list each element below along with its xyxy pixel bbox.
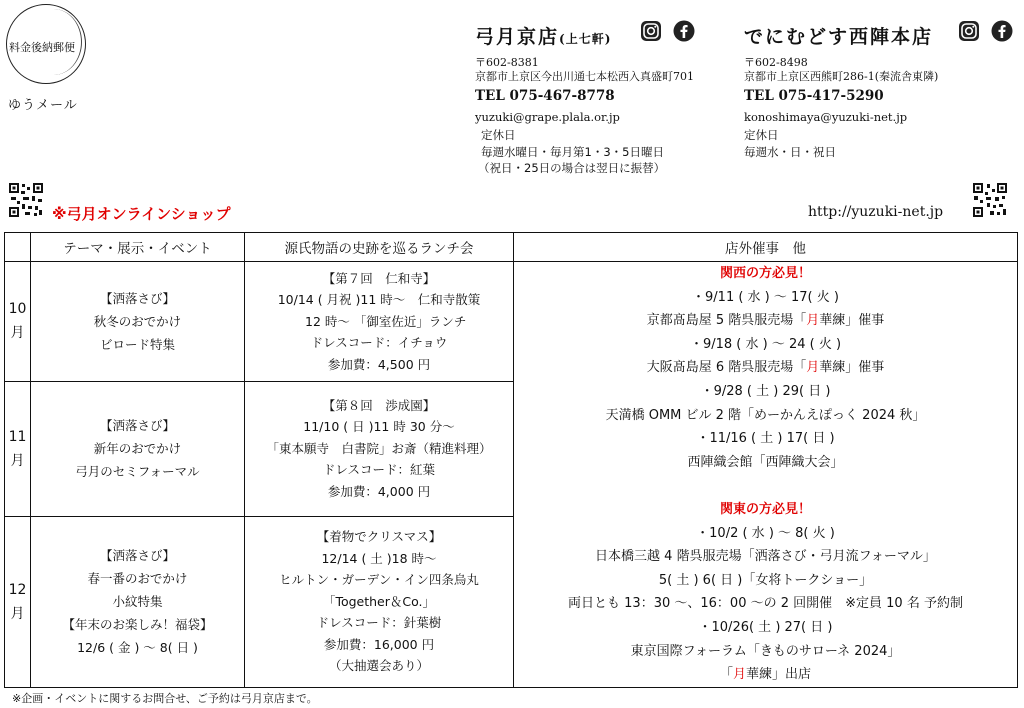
store1-name-sub: (上七軒): [559, 32, 612, 46]
store1-sns: [640, 20, 695, 42]
month-unit: 月: [10, 452, 25, 469]
postal-circle-text: 料金後納郵便: [9, 41, 75, 54]
event-line: 大阪髙島屋 6 階呉服売場「月華練」催事: [646, 360, 885, 376]
event-line: 京都髙島屋 5 階呉服売場「月華練」催事: [646, 313, 885, 329]
theme-cell: [31, 381, 245, 516]
store1-holiday-title: 定休日: [481, 128, 516, 142]
store2-sns: [958, 20, 1013, 42]
qr-code-icon[interactable]: [8, 182, 44, 222]
lunch-line: 10/14 ( 月祝 )11 時～ 仁和寺散策: [277, 292, 481, 308]
store1-holiday-line2: （祝日・25日の場合は翌日に振替）: [478, 161, 666, 175]
header-lunch: 源氏物語の史跡を巡るランチ会: [245, 233, 514, 262]
month-number: 11: [8, 428, 27, 445]
month-number: 10: [8, 301, 27, 318]
lunch-line: ドレスコード：紅葉: [322, 462, 436, 478]
month-header: [5, 233, 31, 262]
month-number: 12: [8, 581, 27, 598]
event-line: ・10/26( 土 ) 27( 日 ): [698, 619, 833, 635]
footer-note: ※企画・イベントに関するお問合せ、ご予約は弓月京店まで。: [12, 692, 318, 705]
theme-cell: [31, 516, 245, 687]
store1-address: 京都市上京区今出川通七本松西入真盛町701: [475, 70, 694, 83]
event-line: 5( 土 ) 6( 日 )「女将トークショー」: [658, 572, 873, 588]
kansai-heading: 関西の方必見！: [719, 266, 811, 281]
store2-holiday-line1: 毎週水・日・祝日: [744, 145, 836, 159]
month-cell: [5, 516, 31, 687]
month-unit: 月: [10, 325, 25, 342]
lunch-line: 「東本願寺 白書院」お斎（精進料理）: [266, 440, 492, 456]
month-cell: [5, 381, 31, 516]
instagram-icon[interactable]: [640, 20, 662, 42]
lunch-line: 12 時～ 「御室佐近」ランチ: [305, 313, 467, 329]
theme-line: 秋冬のおでかけ: [93, 313, 182, 329]
event-spacer: [514, 474, 1017, 498]
website-url[interactable]: http://yuzuki-net.jp: [808, 204, 944, 220]
events-cell: [514, 262, 1018, 688]
theme-line: 【洒落さび】: [99, 548, 175, 564]
store1-email[interactable]: yuzuki@grape.plala.or.jp: [475, 110, 620, 124]
lunch-line: （大抽選会あり）: [328, 658, 429, 674]
store2-postcode: 〒602-8498: [744, 56, 808, 69]
store2-tel[interactable]: TEL 075-417-5290: [744, 88, 884, 104]
lunch-line: 【第７回 仁和寺】: [322, 270, 436, 286]
header-events: 店外催事 他: [514, 233, 1018, 262]
event-line: 日本橋三越 4 階呉服売場「洒落さび・弓月流フォーマル」: [595, 549, 936, 565]
event-line: 天満橋 OMM ビル 2 階「めーかんえぽっく 2024 秋」: [605, 407, 926, 423]
mail-type: ゆうメール: [8, 98, 78, 113]
theme-line: 小紋特集: [112, 594, 163, 610]
theme-line: 弓月のセミフォーマル: [75, 464, 200, 480]
table-row: [5, 262, 1018, 382]
instagram-icon[interactable]: [958, 20, 980, 42]
theme-line: ビロード特集: [99, 336, 175, 352]
lunch-line: 「Together＆Co.」: [322, 593, 436, 609]
lunch-cell: [245, 262, 514, 382]
header-theme: テーマ・展示・イベント: [31, 233, 245, 262]
theme-cell: [31, 262, 245, 382]
lunch-cell: [245, 516, 514, 687]
store2-name: でにむどす西陣本店: [744, 26, 934, 48]
lunch-line: 12/14 ( 土 )18 時～: [321, 550, 437, 566]
event-line: ・9/11 ( 水 ) ～ 17( 火 ): [692, 289, 839, 305]
store2-email[interactable]: konoshimaya@yuzuki-net.jp: [744, 110, 908, 124]
lunch-cell: [245, 381, 514, 516]
month-unit: 月: [10, 605, 25, 622]
event-line: 東京国際フォーラム「きものサローネ 2024」: [630, 643, 901, 659]
facebook-icon[interactable]: [991, 20, 1013, 42]
event-line: ・11/16 ( 土 ) 17( 日 ): [696, 431, 835, 447]
lunch-line: 参加費：16,000 円: [323, 636, 435, 652]
lunch-line: 参加費：4,500 円: [327, 356, 431, 372]
facebook-icon[interactable]: [673, 20, 695, 42]
store1-name: [475, 22, 611, 49]
theme-line: 【年末のお楽しみ！福袋】: [62, 617, 213, 633]
event-line: 「月華練」出店: [719, 667, 812, 683]
event-line: 両日とも 13：30 ～、16：00 ～の 2 回開催 ※定員 10 名 予約制: [568, 596, 963, 612]
online-shop-link[interactable]: ※弓月オンラインショップ: [52, 205, 231, 223]
lunch-line: 11/10 ( 日 )11 時 30 分～: [303, 419, 455, 435]
event-line: ・9/28 ( 土 ) 29( 日 ): [700, 383, 831, 399]
store1-tel[interactable]: TEL 075-467-8778: [475, 88, 615, 104]
month-cell: [5, 262, 31, 382]
lunch-line: ドレスコード：針葉樹: [316, 615, 442, 631]
theme-line: 春一番のおでかけ: [87, 571, 188, 587]
theme-line: 新年のおでかけ: [93, 441, 182, 457]
theme-line: 【洒落さび】: [99, 290, 175, 306]
theme-line: 【洒落さび】: [99, 418, 175, 434]
event-line: ・9/18 ( 水 ) ～ 24 ( 火 ): [689, 336, 842, 352]
qr-code-icon[interactable]: [972, 182, 1008, 222]
lunch-line: 【着物でクリスマス】: [316, 529, 442, 545]
store1-holiday-line1: 毎週水曜日・毎月第1・3・5日曜日: [481, 145, 664, 159]
lunch-line: ヒルトン・ガーデン・イン四条烏丸: [279, 572, 479, 588]
store1-name-text: 弓月京店: [475, 26, 560, 48]
table-header-row: [5, 233, 1018, 262]
store1-postcode: 〒602-8381: [475, 56, 539, 69]
lunch-line: 【第８回 渉成園】: [322, 397, 436, 413]
store2-holiday-title: 定休日: [744, 128, 779, 142]
lunch-line: 参加費：4,000 円: [327, 483, 431, 499]
event-line: 西陣織会館「西陣織大会」: [687, 454, 844, 470]
lunch-line: ドレスコード：イチョウ: [310, 335, 448, 351]
theme-line: 12/6 ( 金 ) ～ 8( 日 ): [77, 640, 198, 656]
kanto-heading: 関東の方必見！: [719, 501, 811, 517]
event-line: ・10/2 ( 水 ) ～ 8( 火 ): [696, 525, 835, 541]
store2-address: 京都市上京区西熊町286-1(秦流舎東隣): [744, 70, 939, 83]
schedule-table: [4, 232, 1018, 688]
